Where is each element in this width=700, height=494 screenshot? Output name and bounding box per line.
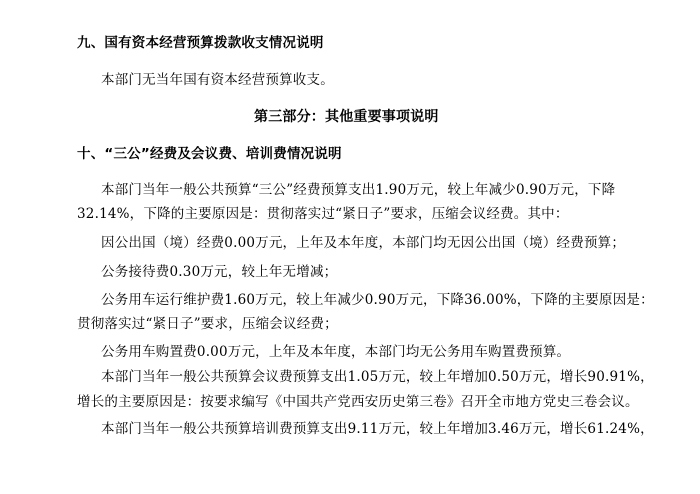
paragraph-line: 本部门当年一般公共预算“三公”经费预算支出1.90万元，较上年减少0.90万元，下降 — [101, 182, 616, 198]
paragraph-line: 增长的主要原因是：按要求编写《中国共产党西安历史第三卷》召开全市地方党史三卷会议。 — [77, 394, 639, 410]
part-3-title: 第三部分：其他重要事项说明 — [254, 109, 439, 125]
paragraph-line: 公务接待费0.30万元，较上年无增减； — [101, 264, 338, 280]
section-9-heading: 九、国有资本经营预算拨款收支情况说明 — [77, 35, 324, 51]
paragraph-line: 本部门当年一般公共预算会议费预算支出1.05万元，较上年增加0.50万元，增长90.91%， — [101, 369, 654, 385]
paragraph-line: 公务用车购置费0.00万元，上年及本年度，本部门均无公务用车购置费预算。 — [101, 344, 571, 360]
paragraph-line: 贯彻落实过“紧日子”要求，压缩会议经费； — [77, 316, 338, 332]
section-9-body: 本部门无当年国有资本经营预算收支。 — [101, 72, 334, 88]
paragraph-line: 公务用车运行维护费1.60万元，较上年减少0.90万元，下降36.00%，下降的主要原因是： — [101, 292, 654, 308]
paragraph-line: 本部门当年一般公共预算培训费预算支出9.11万元，较上年增加3.46万元，增长61.24%， — [101, 421, 654, 437]
section-10-heading: 十、“三公”经费及会议费、培训费情况说明 — [77, 146, 342, 162]
paragraph-line: 因公出国（境）经费0.00万元，上年及本年度，本部门均无因公出国（境）经费预算； — [101, 235, 626, 251]
paragraph-line: 32.14%，下降的主要原因是：贯彻落实过“紧日子”要求，压缩会议经费。其中： — [77, 206, 569, 222]
